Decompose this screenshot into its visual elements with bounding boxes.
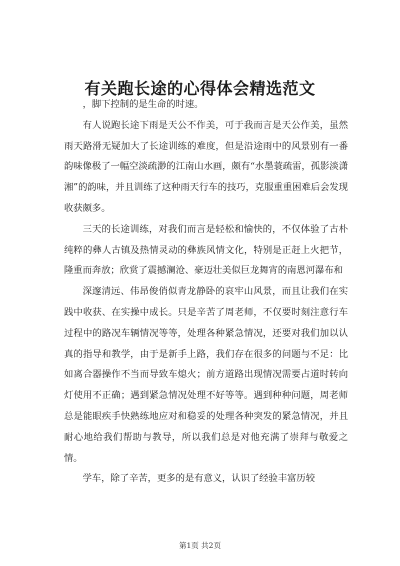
body-paragraph: 有人说跑长途下雨是天公不作美，可于我而言是天公作美，虽然雨天路滑无疑加大了长途训练的难度，但是沿途雨中的风景别有一番韵味像极了一幅空淡疏渺的江南山水画，颇有“水墨蓑疏雷，孤影淡潇湘”的韵味，并且训练了这种雨天行车的技巧，克服重重困难后会发现收获颇多。 (64, 119, 348, 214)
body-paragraph: 三天的长途训练，对我们而言是轻松和愉快的，不仅体验了古朴纯粹的彝人古镇及热情灵动的彝族风情文化，特别是正赶上火把节，隆重而奔放；欣赏了震撼澜沧、豪迈壮美似巨龙舞宵的南恩河瀑布和 (64, 223, 348, 277)
document-body (64, 95, 348, 490)
body-paragraph: ，脚下控制的是生命的时速。 (82, 99, 204, 110)
body-paragraph: 深邃清远、伟昂俊俏似青龙静卧的哀牢山风景，而且让我们在实践中收获、在实操中成长。只是辛苦了周老师，不仅要时刻注意行车过程中的路况车辆情况等等，处理各种紧急情况，还要对我们加以认真的指导和教学，由于是新手上路，我们存在很多的问题与不足：比如离合器操作不当而导致车熄火；前方道路出现情况需要占道时转向灯使用不正确；遇到紧急情况处理不好等等。遇到种种问题，周老师总是能眼疾手快熟练地应对和稳妥的处理各种突发的紧急情况，并且耐心地给我们帮助与教导，所以我们总是对他充满了崇拜与敬爱之情。 (64, 286, 348, 464)
body-paragraph: 学车，除了辛苦，更多的是有意义，认识了经验丰富历较 (82, 473, 316, 485)
document-title: 有关跑长途的心得体会精选范文 (84, 79, 316, 98)
page-number-footer: 第1页 共2页 (179, 541, 221, 550)
